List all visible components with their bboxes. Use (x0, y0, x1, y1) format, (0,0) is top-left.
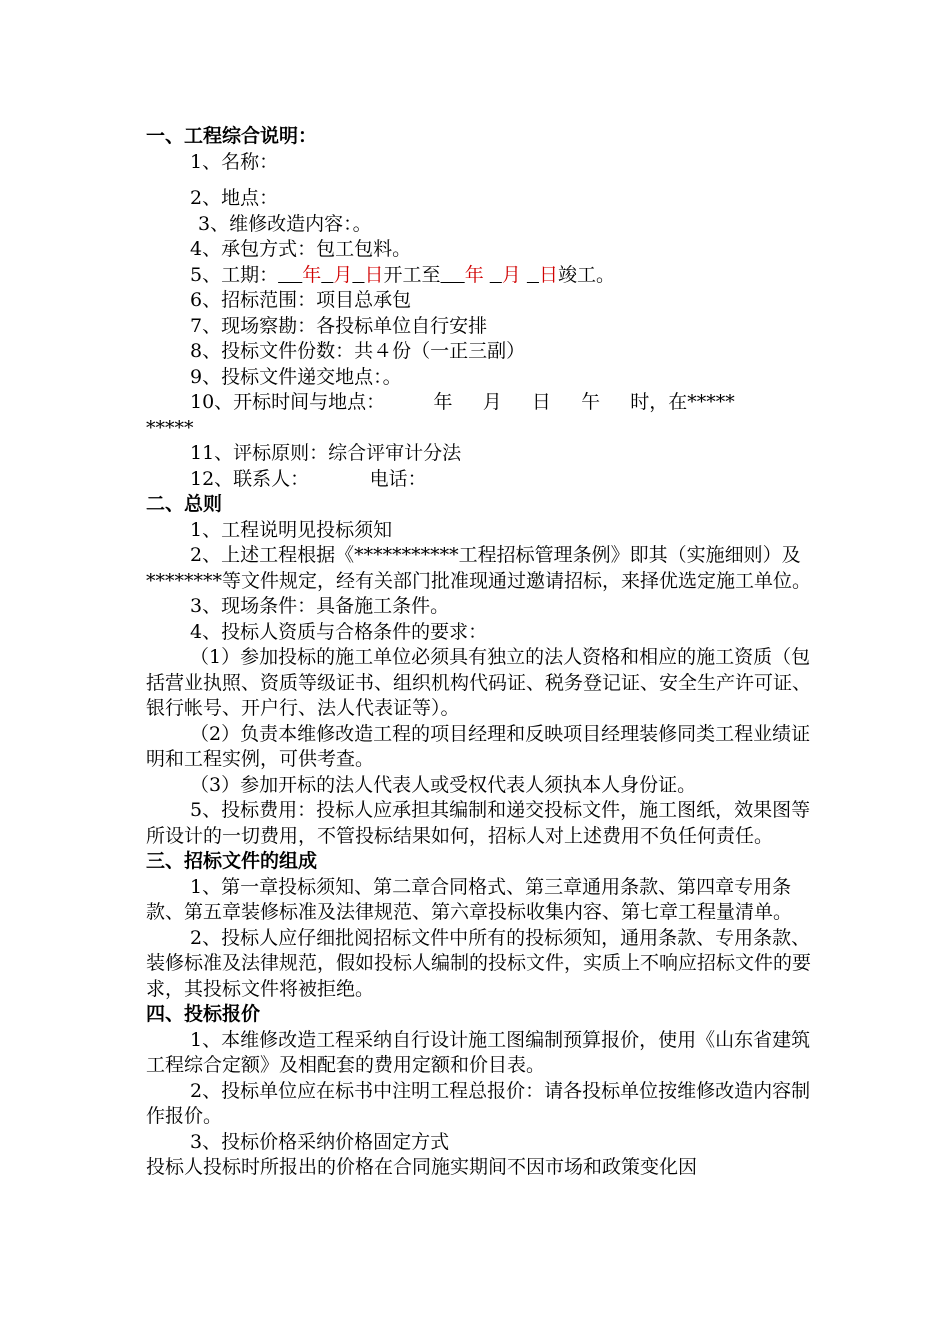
item-scope: 6、招标范围：项目总承包 (190, 289, 412, 311)
item-contract: 4、承包方式：包工包料。 (190, 238, 412, 260)
period-blank (490, 264, 502, 286)
document-page (146, 124, 816, 1181)
section-4-heading: 四、投标报价 (146, 1003, 261, 1025)
period-mid: 开工至 (383, 263, 441, 286)
item-copies: 8、投标文件份数：共４份（一正三副） (190, 340, 526, 362)
paragraph: 2、投标人应仔细批阅招标文件中所有的投标须知，通用条款、专用条款、装修标准及法律规范，假如投标人编制的投标文件，实质上不响应招标文件的要求，其投标文件将被拒绝。 (146, 926, 812, 1000)
paragraph: 2、上述工程根据《***********工程招标管理条例》即其（实施细则）及********等文件规定，经有关部门批准现通过邀请招标，来择优选定施工单位。 (146, 544, 812, 592)
period-year-end: 年 (464, 263, 490, 286)
paragraph: （2）负责本维修改造工程的项目经理和反映项目经理装修同类工程业绩证明和工程实例，可供考查。 (146, 722, 811, 770)
period-year: 年 (302, 263, 322, 286)
item-survey: 7、现场察勘：各投标单位自行安排 (190, 314, 488, 337)
item-contact: 12、联系人： 电话： (190, 467, 427, 490)
item-place: 2、地点： (190, 187, 279, 209)
section-3-heading: 三、招标文件的组成 (146, 850, 318, 872)
period-blank (441, 264, 465, 286)
item-evaluation: 11、评标原则：综合评审计分法 (190, 442, 462, 464)
period-blank (352, 264, 364, 286)
section-1-heading: 一、工程综合说明： (146, 125, 318, 147)
paragraph: （3）参加开标的法人代表人或受权代表人须执本人身份证。 (190, 773, 697, 796)
item-opening-continued: ***** (146, 416, 194, 439)
paragraph: 4、投标人资质与合格条件的要求： (190, 620, 488, 643)
period-day: 日 (364, 263, 384, 286)
period-blank (278, 264, 302, 286)
period-prefix: 5、工期： (190, 263, 279, 286)
item-content: 3、维修改造内容：。 (198, 212, 372, 235)
paragraph: 1、本维修改造工程采纳自行设计施工图编制预算报价，使用《山东省建筑工程综合定额》及相配套的费用定额和价目表。 (146, 1028, 811, 1076)
period-month-end: 月 (501, 263, 527, 286)
item-period (146, 263, 816, 289)
paragraph: 1、第一章投标须知、第二章合同格式、第三章通用条款、第四章专用条款、第五章装修标准及法律规范、第六章投标收集内容、第七章工程量清单。 (146, 875, 793, 923)
period-blank (321, 264, 333, 286)
period-month: 月 (333, 263, 353, 286)
paragraph: 投标人投标时所报出的价格在合同施实期间不因市场和政策变化因 (146, 1156, 698, 1178)
paragraph: 3、现场条件：具备施工条件。 (190, 595, 450, 617)
paragraph: 1、工程说明见投标须知 (190, 518, 393, 541)
item-opening: 10、开标时间与地点： 年 月 日 午 时，在***** (190, 391, 735, 413)
paragraph: 5、投标费用：投标人应承担其编制和递交投标文件，施工图纸，效果图等所设计的一切费用，不管投标结果如何，招标人对上述费用不负任何责任。 (146, 799, 811, 847)
item-deliver: 9、投标文件递交地点：。 (190, 365, 402, 388)
paragraph: 2、投标单位应在标书中注明工程总报价：请各投标单位按维修改造内容制作报价。 (146, 1079, 811, 1127)
paragraph: 3、投标价格采纳价格固定方式 (190, 1130, 450, 1153)
paragraph: （1）参加投标的施工单位必须具有独立的法人资格和相应的施工资质（包括营业执照、资质等级证书、组织机构代码证、税务登记证、安全生产许可证、银行帐号、开户行、法人代表证等）。 (146, 646, 812, 719)
section-2-heading: 二、总则 (146, 493, 223, 515)
period-blank (527, 264, 539, 286)
spacer (146, 175, 816, 186)
item-name: 1、名称： (190, 150, 279, 173)
period-day-end: 日 (538, 263, 558, 286)
period-suffix: 竣工。 (557, 263, 615, 286)
